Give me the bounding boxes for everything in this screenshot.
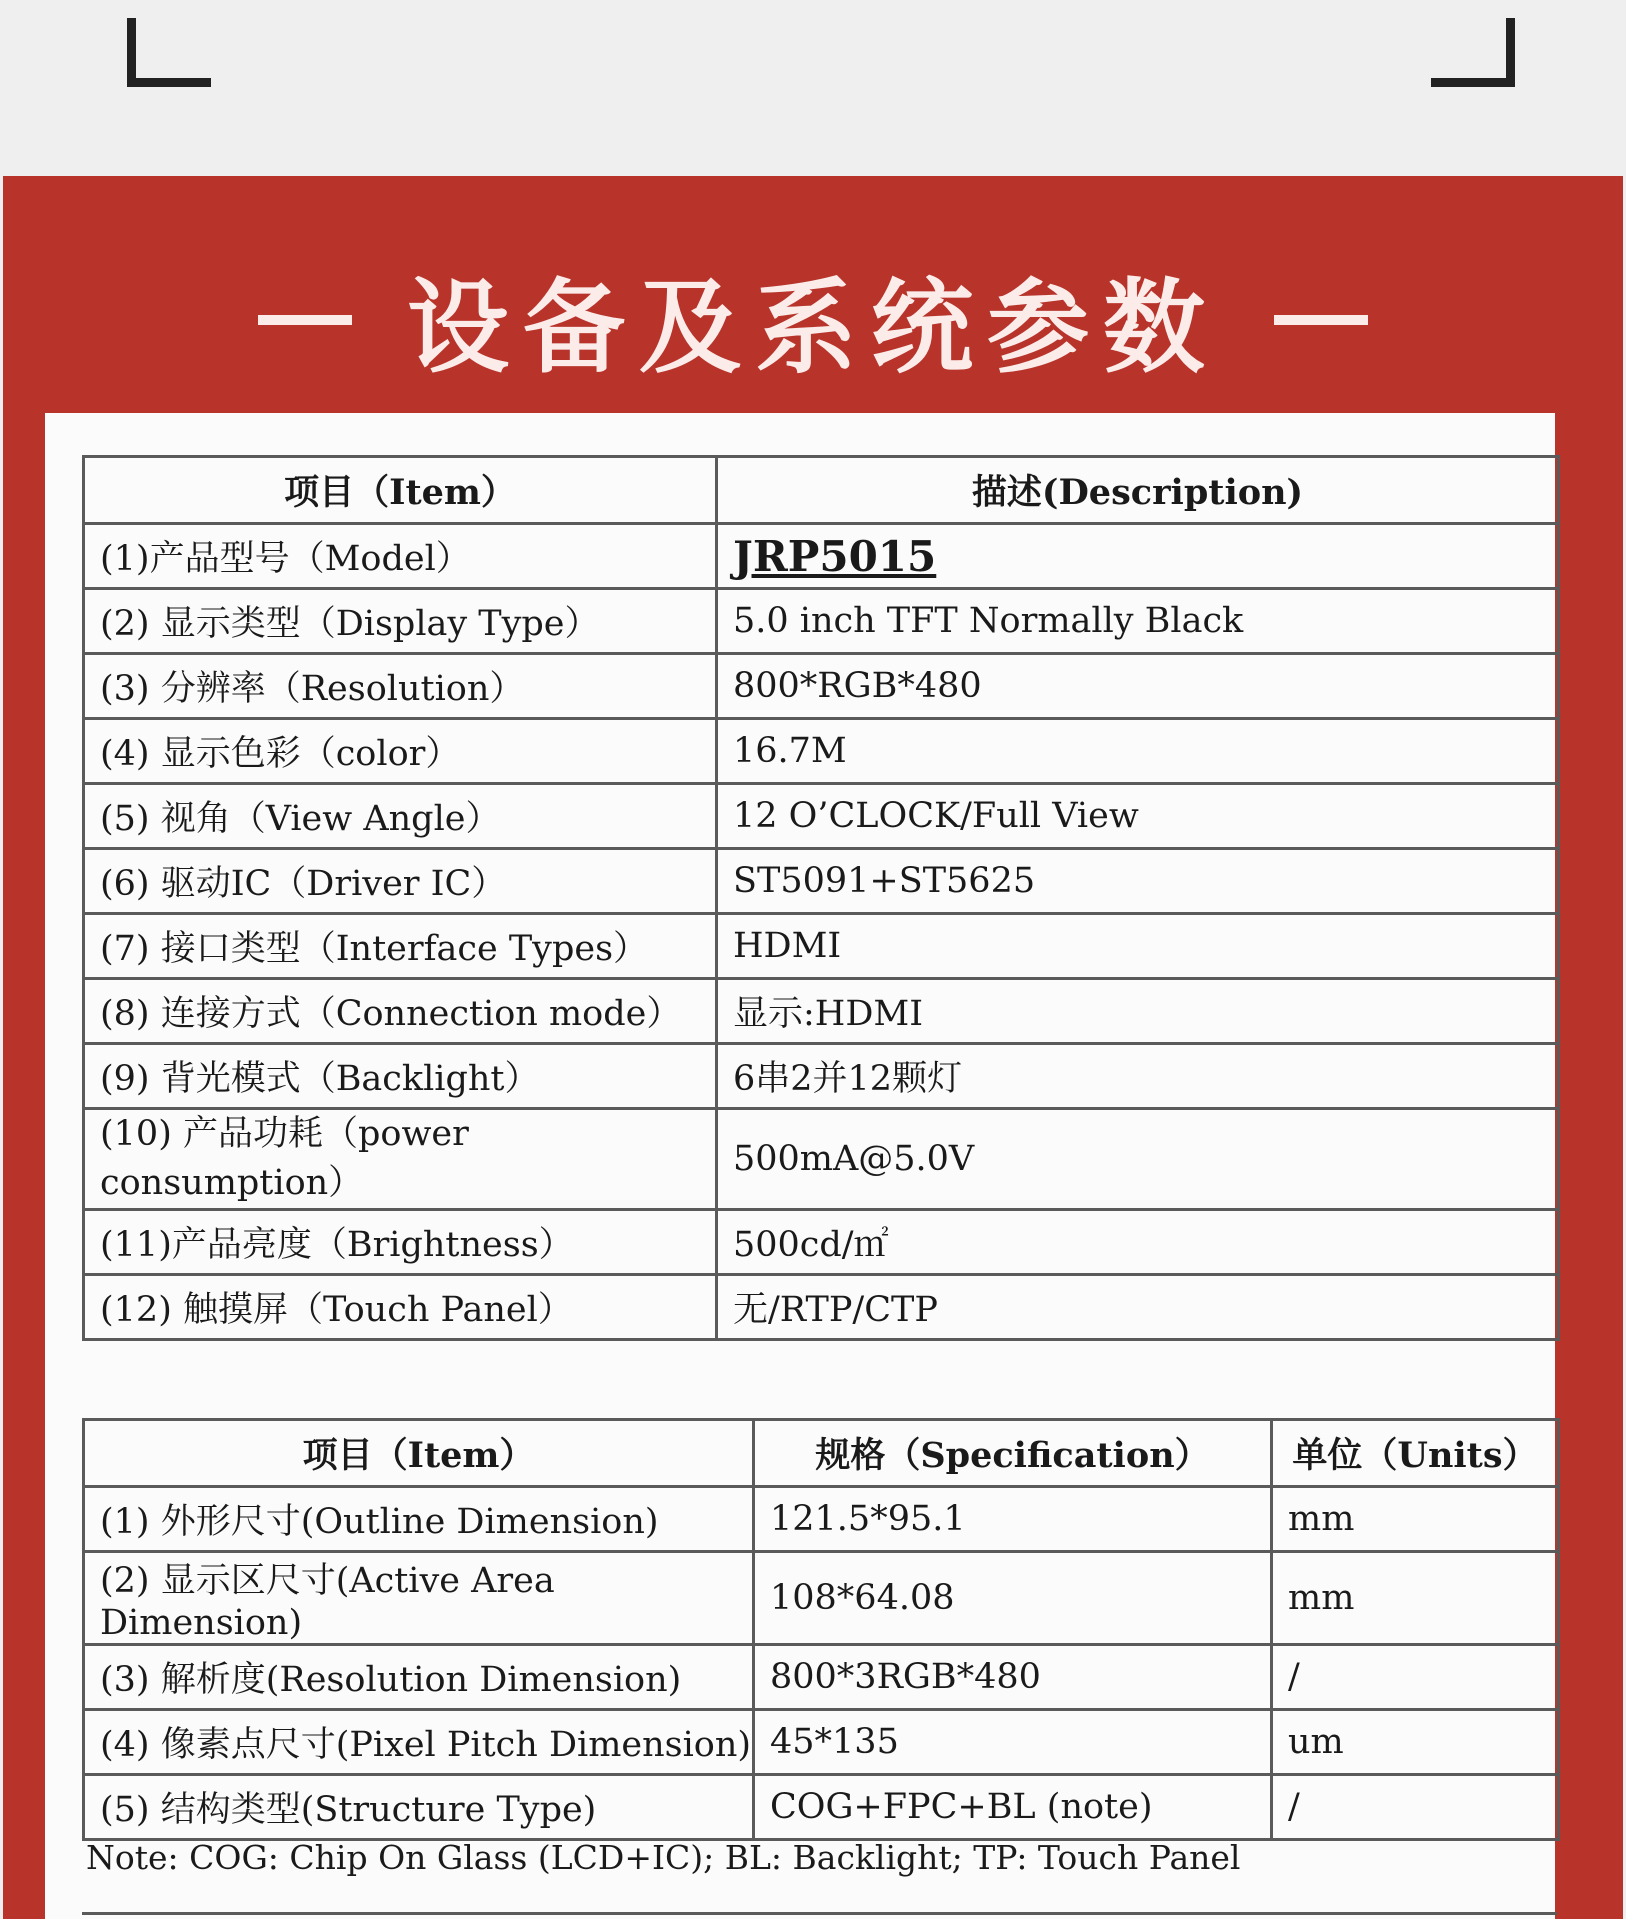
item-cell: (11)产品亮度（Brightness） (84, 1210, 717, 1275)
table-row (84, 979, 1559, 1044)
item-cell: (3) 解析度(Resolution Dimension) (84, 1645, 754, 1710)
unit-cell: / (1272, 1645, 1559, 1710)
header-item: 项目（Item） (84, 457, 717, 524)
item-cell: (2) 显示区尺寸(Active Area Dimension) (84, 1552, 754, 1645)
table-row (84, 1645, 1559, 1710)
item-cell: (6) 驱动IC（Driver IC） (84, 849, 717, 914)
title-dash-right (1274, 315, 1368, 325)
footnote: Note: COG: Chip On Glass (LCD+IC); BL: Backlight; TP: Touch Panel (86, 1838, 1241, 1877)
table-row (84, 1044, 1559, 1109)
unit-cell: mm (1272, 1552, 1559, 1645)
header-item: 项目（Item） (84, 1420, 754, 1487)
item-cell: (1)产品型号（Model） (84, 524, 717, 589)
page-title: 设备及系统参数 (407, 269, 1219, 388)
table-header-row (84, 457, 1559, 524)
specification-table (82, 1418, 1560, 1841)
item-cell: (9) 背光模式（Backlight） (84, 1044, 717, 1109)
item-cell: (3) 分辨率（Resolution） (84, 654, 717, 719)
unit-cell: um (1272, 1710, 1559, 1775)
item-cell: (7) 接口类型（Interface Types） (84, 914, 717, 979)
banner-title (0, 245, 1626, 395)
header-specification: 规格（Specification） (754, 1420, 1272, 1487)
item-cell: (4) 像素点尺寸(Pixel Pitch Dimension) (84, 1710, 754, 1775)
description-cell: 12 O’CLOCK/Full View (717, 784, 1559, 849)
item-cell: (4) 显示色彩（color） (84, 719, 717, 784)
table-row (84, 719, 1559, 784)
table-row (84, 784, 1559, 849)
item-cell: (12) 触摸屏（Touch Panel） (84, 1275, 717, 1340)
model-value: JRP5015 (733, 531, 937, 581)
description-cell: 500cd/㎡ (717, 1210, 1559, 1275)
spec-cell: 45*135 (754, 1710, 1272, 1775)
table-row (84, 1109, 1559, 1210)
item-cell: (2) 显示类型（Display Type） (84, 589, 717, 654)
description-cell: 显示:HDMI (717, 979, 1559, 1044)
description-cell: 800*RGB*480 (717, 654, 1559, 719)
description-cell: 5.0 inch TFT Normally Black (717, 589, 1559, 654)
table-header-row (84, 1420, 1559, 1487)
table-row (84, 1275, 1559, 1340)
spec-cell: 800*3RGB*480 (754, 1645, 1272, 1710)
table-row (84, 524, 1559, 589)
table-row (84, 589, 1559, 654)
spec-cell: 108*64.08 (754, 1552, 1272, 1645)
header-description: 描述(Description) (717, 457, 1559, 524)
corner-mark-right (1431, 18, 1515, 87)
description-cell: HDMI (717, 914, 1559, 979)
header-units: 单位（Units） (1272, 1420, 1559, 1487)
table-row (84, 1710, 1559, 1775)
unit-cell: mm (1272, 1487, 1559, 1552)
table-row (84, 1487, 1559, 1552)
table-row (84, 914, 1559, 979)
item-cell: (10) 产品功耗（power consumption） (84, 1109, 717, 1210)
description-cell: 6串2并12颗灯 (717, 1044, 1559, 1109)
description-cell (717, 524, 1559, 589)
item-cell: (5) 结构类型(Structure Type) (84, 1775, 754, 1840)
corner-mark-left (127, 18, 211, 87)
unit-cell: / (1272, 1775, 1559, 1840)
description-cell: 500mA@5.0V (717, 1109, 1559, 1210)
table-row (84, 849, 1559, 914)
description-cell: 16.7M (717, 719, 1559, 784)
description-cell: 无/RTP/CTP (717, 1275, 1559, 1340)
title-dash-left (258, 315, 352, 325)
table-row (84, 654, 1559, 719)
spec-cell: COG+FPC+BL (note) (754, 1775, 1272, 1840)
system-parameters-table (82, 455, 1560, 1341)
item-cell: (8) 连接方式（Connection mode） (84, 979, 717, 1044)
spec-cell: 121.5*95.1 (754, 1487, 1272, 1552)
item-cell: (5) 视角（View Angle） (84, 784, 717, 849)
table-row (84, 1552, 1559, 1645)
table-row (84, 1210, 1559, 1275)
item-cell: (1) 外形尺寸(Outline Dimension) (84, 1487, 754, 1552)
description-cell: ST5091+ST5625 (717, 849, 1559, 914)
divider-line (82, 1912, 1557, 1915)
table-row (84, 1775, 1559, 1840)
